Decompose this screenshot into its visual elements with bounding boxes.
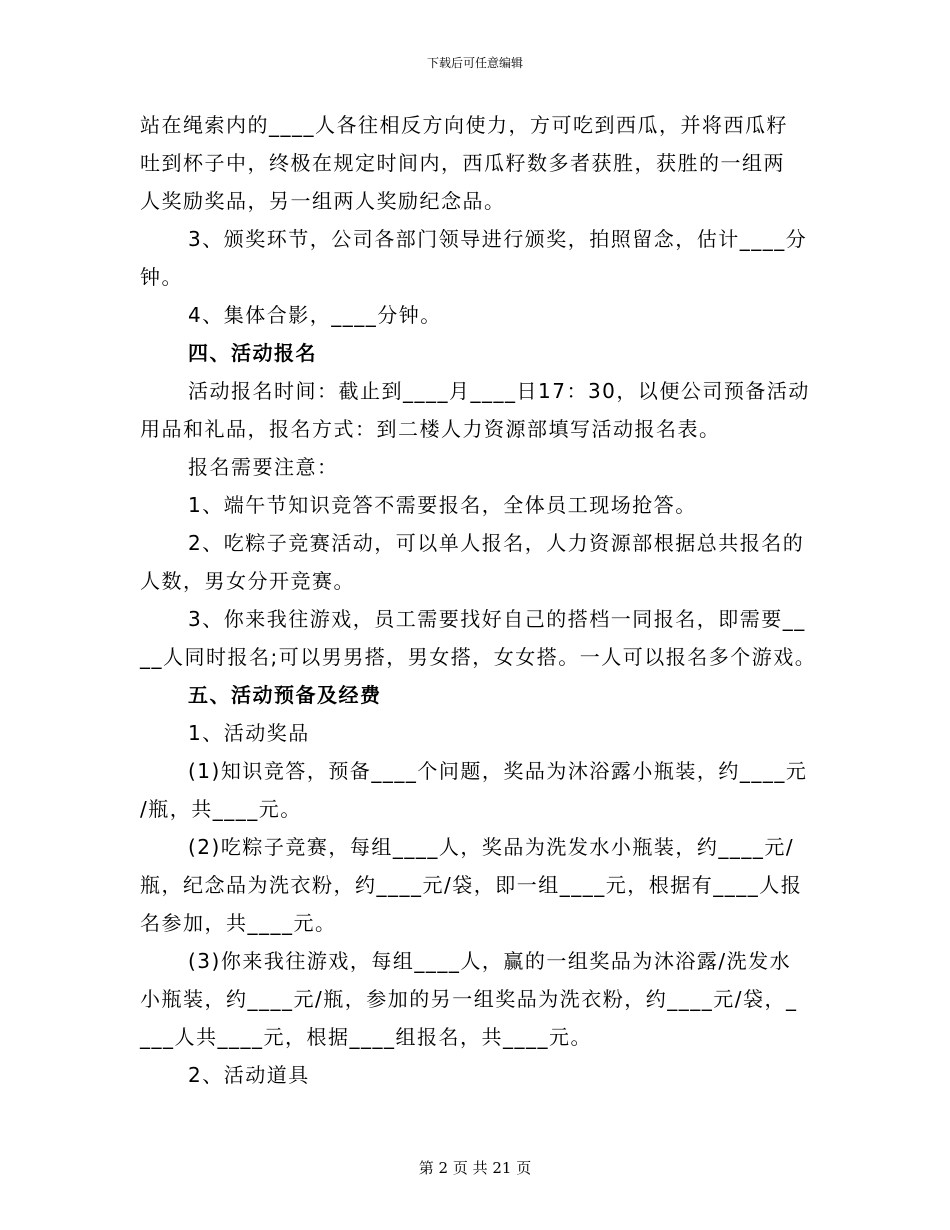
body-line: 活动报名时间：截止到____月____日17：30，以便公司预备活动 <box>188 379 810 403</box>
list-item-quiz: 1、端午节知识竞答不需要报名，全体员工现场抢答。 <box>188 493 697 517</box>
body-line: 瓶，纪念品为洗衣粉，约____元/袋，即一组____元，根据有____人报 <box>140 873 803 897</box>
body-line: 小瓶装，约____元/瓶，参加的另一组奖品为洗衣粉，约____元/袋，_ <box>140 987 798 1011</box>
page-number: 第 2 页 共 21 页 <box>418 1159 532 1177</box>
list-item-group-photo: 4、集体合影，____分钟。 <box>188 303 442 327</box>
body-line: 站在绳索内的____人各往相反方向使力，方可吃到西瓜，并将西瓜籽 <box>140 113 788 137</box>
body-line: 报名需要注意： <box>188 455 339 479</box>
body-line: 人数，男女分开竞赛。 <box>140 569 355 593</box>
list-item-prize-quiz: (1)知识竞答，预备____个问题，奖品为沐浴露小瓶装，约____元 <box>188 759 808 783</box>
body-line: 名参加，共____元。 <box>140 911 337 935</box>
list-item-zongzi: 2、吃粽子竞赛活动，可以单人报名，人力资源部根据总共报名的 <box>188 531 805 555</box>
list-item-prize-game: (3)你来我往游戏，每组____人，赢的一组奖品为沐浴露/洗发水 <box>188 949 792 973</box>
body-line: 人奖励奖品，另一组两人奖励纪念品。 <box>140 189 506 213</box>
body-line: __人同时报名;可以男男搭，男女搭，女女搭。一人可以报名多个游戏。 <box>140 645 817 669</box>
body-line: 用品和礼品，报名方式：到二楼人力资源部填写活动报名表。 <box>140 417 721 441</box>
page-header: 下载后可任意编辑 <box>426 56 523 70</box>
list-item-awards: 3、颁奖环节，公司各部门领导进行颁奖，拍照留念，估计____分 <box>188 227 808 251</box>
body-line: ___人共____元，根据____组报名，共____元。 <box>140 1025 592 1049</box>
list-item-prize-zongzi: (2)吃粽子竞赛，每组____人，奖品为洗发水小瓶装，约____元/ <box>188 835 795 859</box>
body-line: 吐到杯子中，终极在规定时间内，西瓜籽数多者获胜，获胜的一组两 <box>140 151 785 175</box>
body-line: 钟。 <box>140 265 183 289</box>
subheading-props: 2、活动道具 <box>188 1063 310 1087</box>
body-line: /瓶，共____元。 <box>140 797 302 821</box>
subheading-prizes: 1、活动奖品 <box>188 721 310 745</box>
section-heading-preparation: 五、活动预备及经费 <box>188 683 382 707</box>
document-body <box>140 106 824 1094</box>
list-item-partner-game: 3、你来我往游戏，员工需要找好自己的搭档一同报名，即需要__ <box>188 607 806 631</box>
section-heading-registration: 四、活动报名 <box>188 341 317 365</box>
